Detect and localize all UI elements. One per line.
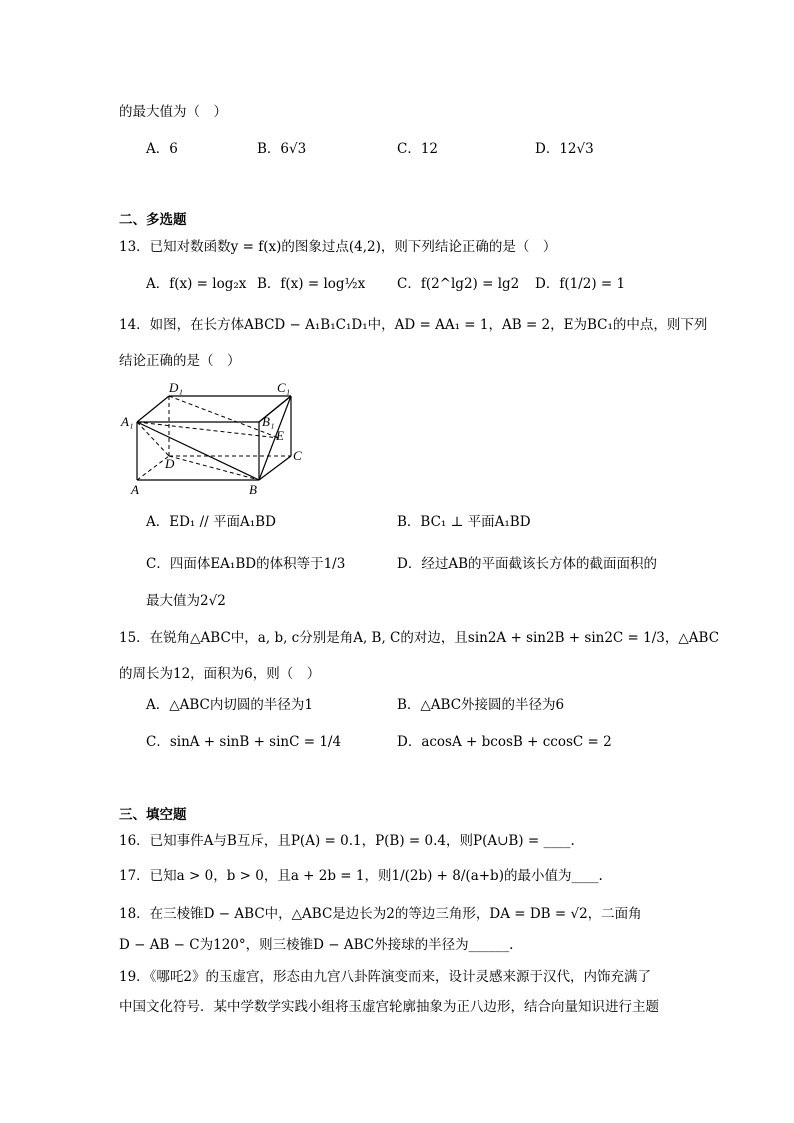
- q18-stem-line2: D − AB − C为120°，则三棱锥D − ABC外接球的半径为______.: [119, 937, 514, 953]
- q15-stem-line1: 15．在锐角△ABC中，a, b, c分别是角A, B, C的对边，且sin2A + sin2B + sin2C = 1/3，△ABC: [119, 630, 720, 646]
- q15-option-a: A．△ABC内切圆的半径为1: [146, 697, 313, 713]
- label-d: D: [165, 456, 175, 471]
- q13-option-c: C．f(2^lg2) = lg2: [397, 276, 520, 292]
- q15-option-c: C．sinA + sinB + sinC = 1/4: [146, 734, 342, 750]
- section-title-multi-choice: 二、多选题: [119, 212, 187, 228]
- q15-stem-line2: 的周长为12，面积为6，则（ ）: [119, 666, 321, 682]
- label-c1: C₁: [277, 380, 291, 395]
- label-b: B: [249, 482, 257, 497]
- q14-option-b: B．BC₁ ⊥ 平面A₁BD: [397, 514, 531, 530]
- q12-tail: 的最大值为（ ）: [119, 104, 227, 120]
- q19-stem-line1: 19．《哪吒2》的玉虚宫，形态由九宫八卦阵演变而来，设计灵感来源于汉代，内饰充满了: [119, 969, 652, 985]
- q13-option-d: D．f(1/2) = 1: [535, 276, 626, 292]
- q15-option-b: B．△ABC外接圆的半径为6: [397, 697, 565, 713]
- q12-option-a: A．6: [146, 141, 178, 157]
- q14-option-d-continued: 最大值为2√2: [146, 593, 226, 609]
- q15-option-d: D．acosA + bcosB + ccosC = 2: [397, 734, 612, 750]
- label-a: A: [131, 482, 139, 497]
- q18-stem-line1: 18．在三棱锥D − ABC中，△ABC是边长为2的等边三角形，DA = DB = √2，二面角: [119, 906, 642, 922]
- q12-option-c: C．12: [397, 141, 439, 157]
- q14-option-a: A．ED₁ // 平面A₁BD: [146, 514, 276, 530]
- label-e: E: [276, 428, 284, 443]
- label-b1: B₁: [262, 414, 275, 429]
- q12-option-b: B．6√3: [257, 141, 307, 157]
- q19-stem-line2: 中国文化符号．某中学数学实践小组将玉虚宫轮廓抽象为正八边形，结合向量知识进行主题: [119, 999, 659, 1015]
- q17-stem: 17．已知a > 0，b > 0，且a + 2b = 1，则1/(2b) + 8/(a+b)的最小值为____.: [119, 868, 603, 884]
- q14-stem-line1: 14．如图，在长方体ABCD − A₁B₁C₁D₁中，AD = AA₁ = 1，AB = 2，E为BC₁的中点，则下列: [119, 317, 708, 333]
- q13-option-b: B．f(x) = log½x: [257, 276, 366, 292]
- q16-stem: 16．已知事件A与B互斥，且P(A) = 0.1，P(B) = 0.4，则P(A∪B) = ____.: [119, 833, 575, 849]
- q13-stem: 13．已知对数函数y = f(x)的图象过点(4,2)，则下列结论正确的是（ ）: [119, 239, 557, 255]
- label-a1: A₁: [121, 414, 134, 429]
- q13-option-a: A．f(x) = log₂x: [146, 276, 247, 292]
- section-title-fill-in: 三、填空题: [119, 807, 187, 823]
- q14-option-c: C．四面体EA₁BD的体积等于1/3: [146, 556, 346, 572]
- q12-option-d: D．12√3: [535, 141, 594, 157]
- cuboid-figure: [119, 380, 309, 498]
- label-c: C: [293, 448, 302, 463]
- q14-stem-line2: 结论正确的是（ ）: [119, 353, 241, 369]
- q14-option-d: D．经过AB的平面截该长方体的截面面积的: [397, 556, 657, 572]
- label-d1: D₁: [169, 380, 183, 395]
